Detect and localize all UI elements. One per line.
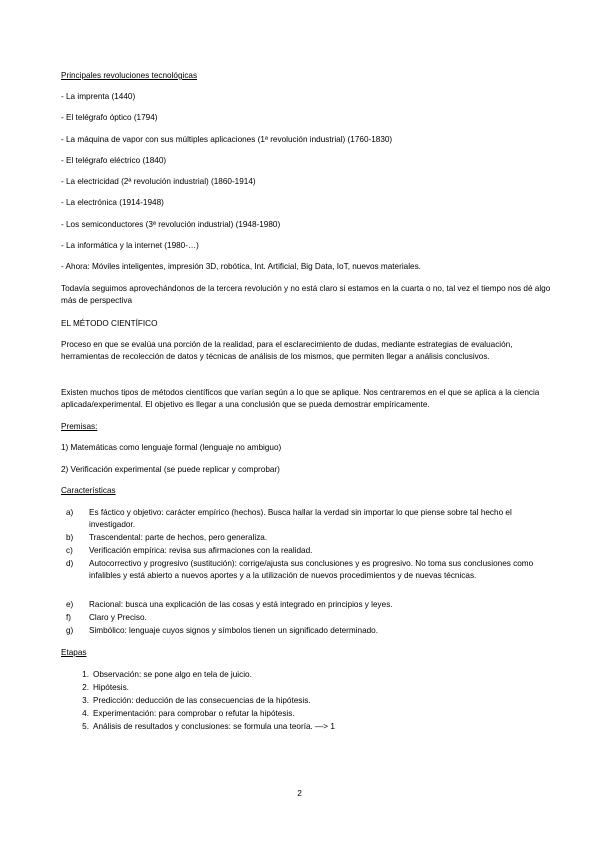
list-marker: f) <box>66 613 72 622</box>
heading-stages: Etapas <box>61 648 87 657</box>
list-marker: d) <box>66 559 74 568</box>
heading-method: EL MÉTODO CIENTÍFICO <box>61 319 158 328</box>
stage-text: Predicción: deducción de las consecuencias de la hipótesis. <box>93 696 311 705</box>
stage-text: Análisis de resultados y conclusiones: se formula una teoría. —> 1 <box>93 722 335 731</box>
page-number: 2 <box>297 789 302 798</box>
characteristic-text: Claro y Preciso. <box>89 613 147 622</box>
paragraph-method-definition: Proceso en que se evalúa una porción de la realidad, para el esclarecimiento de dudas, mediante estrategias de evaluación, herramientas de recolección de datos y técnicas de análisis de los mismos, que permiten llegar a análisis conclusivos. <box>61 340 513 361</box>
stage-text: Observación: se pone algo en tela de juicio. <box>93 670 252 679</box>
premise-item: 2) Verificación experimental (se puede replicar y comprobar) <box>61 465 280 474</box>
premise-item: 1) Matemáticas como lenguaje formal (lenguaje no ambiguo) <box>61 443 282 452</box>
revolution-item: - El telégrafo eléctrico (1840) <box>61 156 167 165</box>
characteristic-text: Racional: busca una explicación de las cosas y está integrado en principios y leyes. <box>89 600 393 609</box>
stage-text: Experimentación: para comprobar o refutar la hipótesis. <box>93 709 295 718</box>
list-marker: c) <box>66 546 73 555</box>
characteristic-text: Autocorrectivo y progresivo (sustitución): corrige/ajusta sus conclusiones y es progresivo. No toma sus conclusiones como infalibles y está abierto a nuevos aportes y a la utilización de nuevos procedimientos y de nuevas técnicas. <box>89 559 534 580</box>
list-marker: 3. <box>82 696 89 705</box>
revolution-item: - Los semiconductores (3ª revolución industrial) (1948-1980) <box>61 220 281 229</box>
characteristic-text: Es fáctico y objetivo: carácter empírico (hechos). Busca hallar la verdad sin importar lo que piense sobre tal hecho el investigador. <box>89 508 512 529</box>
list-marker: e) <box>66 600 74 609</box>
revolution-item: - La imprenta (1440) <box>61 92 136 101</box>
revolution-item: - Ahora: Móviles inteligentes, impresión 3D, robótica, Int. Artificial, Big Data, IoT, nuevos materiales. <box>61 262 421 271</box>
revolution-item: - La electrónica (1914-1948) <box>61 198 164 207</box>
paragraph-third-revolution: Todavía seguimos aprovechándonos de la tercera revolución y no está claro si estamos en la cuarta o no, tal vez el tiempo nos dé algo más de perspectiva <box>61 284 551 305</box>
characteristic-text: Trascendental: parte de hechos, pero generaliza. <box>89 533 268 542</box>
list-marker: 4. <box>82 709 89 718</box>
stage-text: Hipótesis. <box>93 683 129 692</box>
revolution-item: - La electricidad (2ª revolución industrial) (1860-1914) <box>61 177 256 186</box>
list-marker: g) <box>66 626 74 635</box>
revolution-item: - La máquina de vapor con sus múltiples aplicaciones (1ª revolución industrial) (1760-1830) <box>61 135 393 144</box>
list-marker: 1. <box>82 670 89 679</box>
heading-revolutions: Principales revoluciones tecnológicas <box>61 71 198 80</box>
heading-premises: Premisas: <box>61 422 98 431</box>
paragraph-method-types: Existen muchos tipos de métodos científicos que varían según a lo que se aplique. Nos centraremos en el que se aplica a la ciencia aplicada/experimental. El objetivo es llegar a una conclusión que se pueda demostrar empíricamente. <box>61 388 540 409</box>
heading-characteristics: Características <box>61 486 116 495</box>
list-marker: a) <box>66 508 74 517</box>
revolution-item: - El telégrafo óptico (1794) <box>61 113 158 122</box>
list-marker: 5. <box>82 722 89 731</box>
list-marker: 2. <box>82 683 89 692</box>
characteristic-text: Simbólico: lenguaje cuyos signos y símbolos tienen un significado determinado. <box>89 626 379 635</box>
characteristic-text: Verificación empírica: revisa sus afirmaciones con la realidad. <box>89 546 313 555</box>
list-marker: b) <box>66 533 74 542</box>
revolution-item: - La informática y la internet (1980-…) <box>61 241 199 250</box>
